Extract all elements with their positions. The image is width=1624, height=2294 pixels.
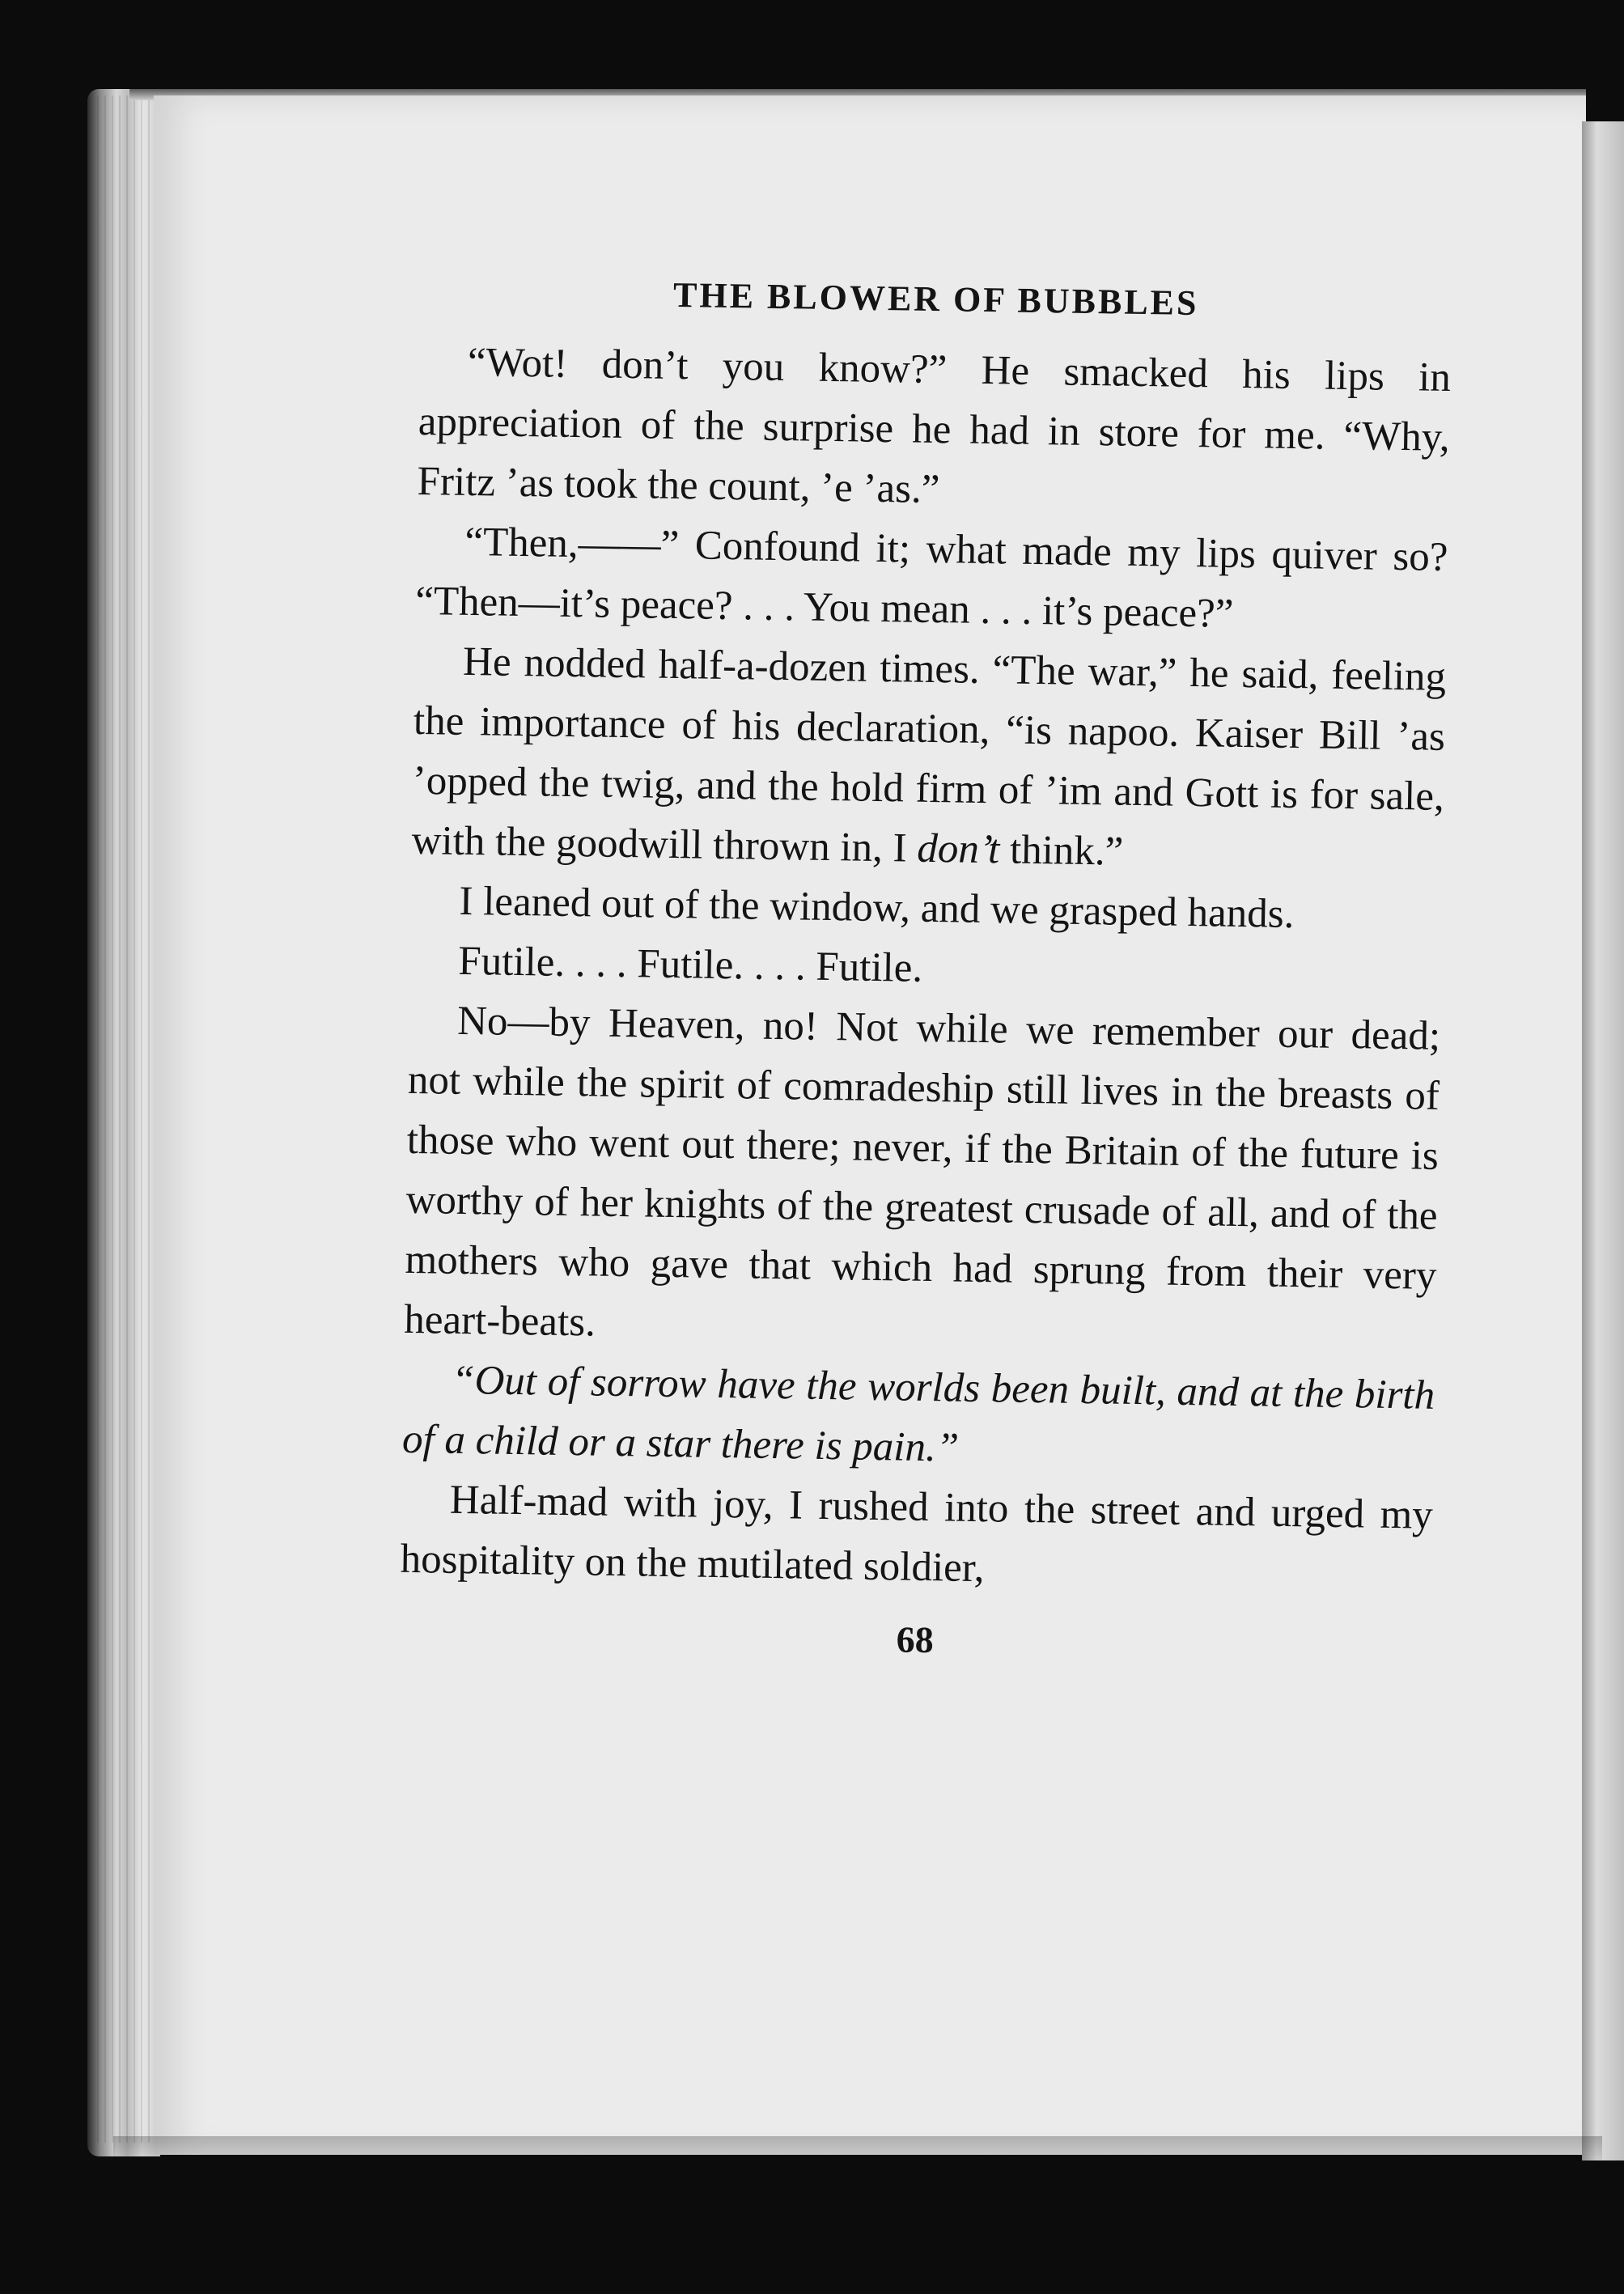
epigraph-quote: “Out of sorrow have the worlds been built, and at the birth of a child or a star there is pain.” (401, 1357, 1435, 1471)
page-bottom-shadow (113, 2136, 1602, 2169)
paragraph-1: “Wot! don’t you know?” He smacked his lips in appreciation of the surprise he had in store for me. “Why, Fritz ’as took the count, ’e ’as.” (417, 339, 1452, 513)
paragraph-5: Futile. . . . Futile. . . . Futile. (457, 938, 923, 991)
paragraph-3-tail: think.” (999, 827, 1124, 875)
paragraph-2: “Then,——” Confound it; what made my lips quiver so? “Then—it’s peace? . . . You mean . . . it’s peace?” (414, 519, 1448, 637)
page-number: 68 (896, 1618, 935, 1661)
running-head: THE BLOWER OF BUBBLES (672, 274, 1199, 324)
paragraph-3 (411, 631, 1446, 887)
page-stack-lines (97, 95, 154, 2143)
paragraph-6: No—by Heaven, no! Not while we remember our dead; not while the spirit of comradeship still lives in the breasts of those who went out there; never, if the Britain of the future is worthy of her knights of the greatest crusade of all, and of the mothers who gave that which had sprung from their very heart-beats. (403, 998, 1441, 1346)
paragraph-3-italic: don’t (916, 825, 1000, 873)
paragraph-3-text: He nodded half-a-dozen times. “The war,” he said, feeling the importance of his declaration, “is napoo. Kaiser Bill ’as ’opped the twig, and the hold firm of ’im and Gott is for sale, with the goodwill thrown in, I (411, 638, 1447, 871)
right-gutter (1582, 121, 1624, 2160)
paragraph-4: I leaned out of the window, and we grasped hands. (459, 878, 1295, 938)
text-block (399, 259, 1452, 1677)
paragraph-8: Half-mad with joy, I rushed into the street and urged my hospitality on the mutilated soldier, (400, 1477, 1434, 1592)
